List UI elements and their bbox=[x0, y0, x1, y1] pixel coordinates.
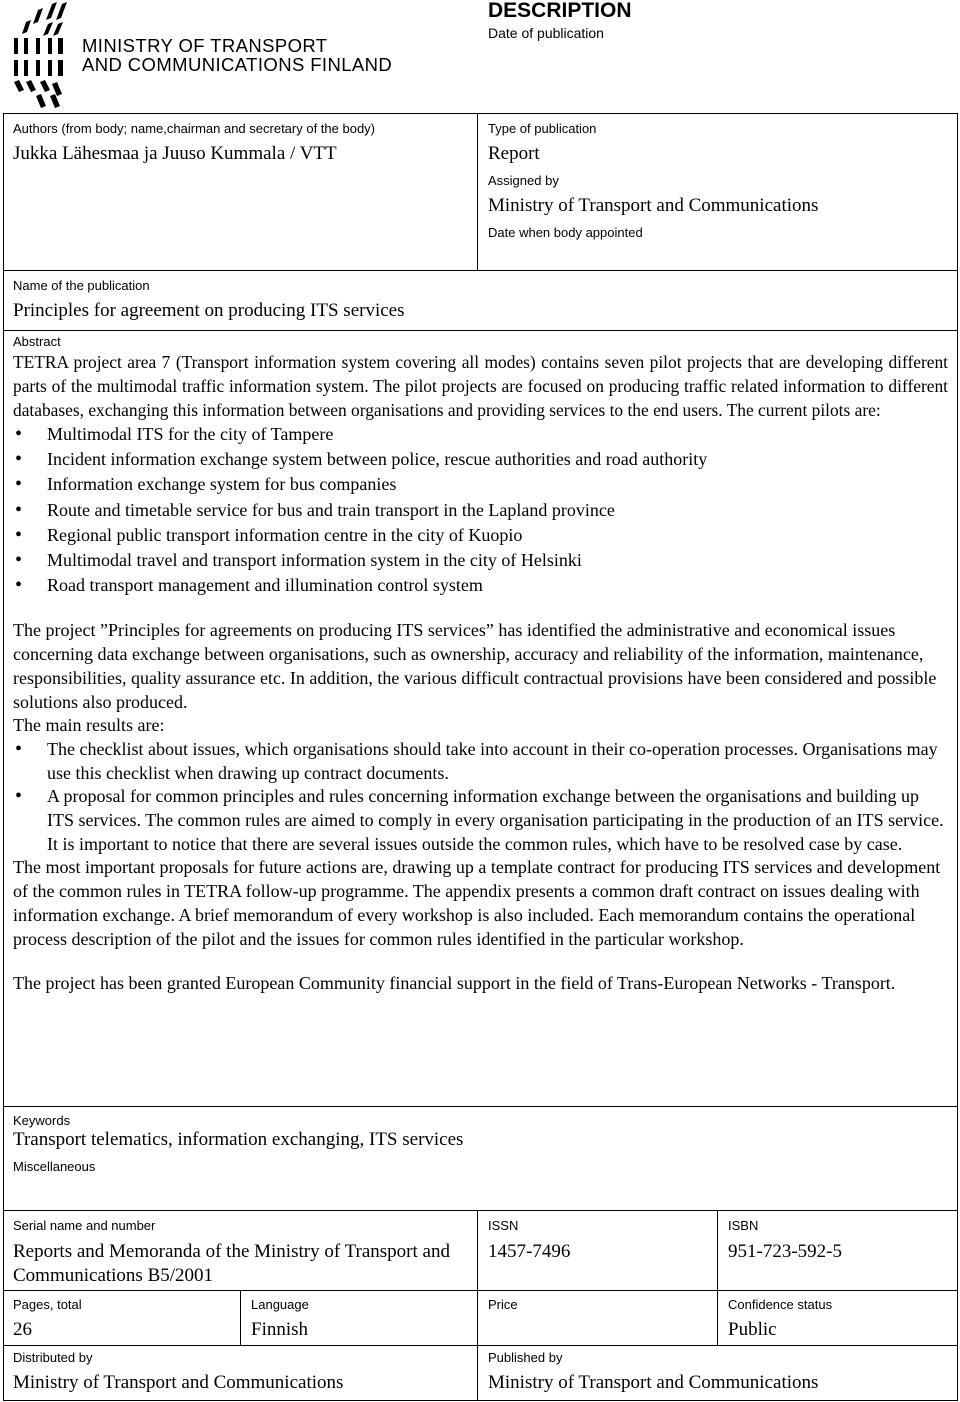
ministry-name-line1: MINISTRY OF TRANSPORT bbox=[82, 35, 328, 56]
pages-label: Pages, total bbox=[13, 1297, 82, 1312]
abstract-para4: The project has been granted European Community financial support in the field of Trans-European Networks - Transport. bbox=[13, 973, 896, 994]
date-of-publication-label: Date of publication bbox=[488, 25, 604, 41]
issn-value: 1457-7496 bbox=[488, 1241, 571, 1262]
rule-keywords bbox=[3, 1106, 958, 1107]
issn-label: ISSN bbox=[488, 1218, 519, 1233]
rule-distributed bbox=[3, 1345, 958, 1346]
price-label: Price bbox=[488, 1297, 518, 1312]
assigned-by-label: Assigned by bbox=[488, 173, 559, 188]
main-results-intro: The main results are: bbox=[13, 715, 165, 736]
list-item: • Multimodal travel and transport information system in the city of Helsinki bbox=[13, 548, 948, 573]
confidence-value: Public bbox=[728, 1319, 777, 1340]
publication-name-label: Name of the publication bbox=[13, 278, 150, 293]
type-of-publication-label: Type of publication bbox=[488, 121, 597, 136]
type-of-publication-value: Report bbox=[488, 143, 540, 164]
list-item: • Road transport management and illumination control system bbox=[13, 573, 948, 598]
abstract-body bbox=[13, 350, 948, 996]
rule-right bbox=[957, 113, 958, 1401]
list-item: • Incident information exchange system between police, rescue authorities and road authority bbox=[13, 447, 948, 472]
keywords-value: Transport telematics, information exchanging, ITS services bbox=[13, 1129, 464, 1150]
list-item: • The checklist about issues, which organisations should take into account in their co-operation processes. Organisations may use this checklist when drawing up contract documents. bbox=[13, 738, 948, 785]
abstract-label: Abstract bbox=[13, 334, 61, 349]
language-value: Finnish bbox=[251, 1319, 309, 1340]
rule-abstract bbox=[3, 330, 958, 331]
authors-label: Authors (from body; name,chairman and secretary of the body) bbox=[13, 121, 376, 136]
ministry-logo-mark bbox=[10, 2, 72, 108]
abstract-intro: TETRA project area 7 (Transport information system covering all modes) contains seven pilot projects that are developing different parts of the multimodal traffic information system. The pilot projects are focused on producing traffic related information to different databases, exchanging this information between organisations and providing services to the end users. The current pilots are: bbox=[13, 352, 948, 420]
page-title: DESCRIPTION bbox=[488, 0, 632, 22]
authors-value: Jukka Lähesmaa ja Juuso Kummala / VTT bbox=[13, 143, 337, 164]
rule-name bbox=[3, 270, 958, 271]
language-label: Language bbox=[251, 1297, 309, 1312]
date-appointed-label: Date when body appointed bbox=[488, 225, 643, 240]
ministry-name-line2: AND COMMUNICATIONS FINLAND bbox=[82, 54, 393, 75]
published-value: Ministry of Transport and Communications bbox=[488, 1372, 819, 1393]
list-item: • Regional public transport information centre in the city of Kuopio bbox=[13, 523, 948, 548]
rule-bottom bbox=[3, 1400, 958, 1401]
list-item: • Route and timetable service for bus and train transport in the Lapland province bbox=[13, 498, 948, 523]
published-label: Published by bbox=[488, 1350, 563, 1365]
rule-col-isbn bbox=[717, 1210, 718, 1345]
ministry-name bbox=[82, 36, 392, 74]
rule-serial bbox=[3, 1210, 958, 1211]
publication-name-value: Principles for agreement on producing ITS services bbox=[13, 300, 405, 321]
pilot-list bbox=[13, 422, 948, 598]
rule-mid-top bbox=[477, 113, 478, 270]
keywords-label: Keywords bbox=[13, 1113, 71, 1128]
isbn-label: ISBN bbox=[728, 1218, 759, 1233]
rule-left bbox=[3, 113, 4, 1401]
distributed-value: Ministry of Transport and Communications bbox=[13, 1372, 344, 1393]
list-item: • A proposal for common principles and rules concerning information exchange between the organisations and building up ITS services. The common rules are aimed to comply in every organisation participating in the production of an ITS service. It is important to notice that there are several issues outside the common rules, which have to be resolved case by case. bbox=[13, 785, 948, 856]
pages-value: 26 bbox=[13, 1319, 32, 1340]
list-item: • Multimodal ITS for the city of Tampere bbox=[13, 422, 948, 447]
confidence-label: Confidence status bbox=[728, 1297, 833, 1312]
rule-col-language bbox=[240, 1290, 241, 1345]
serial-value: Reports and Memoranda of the Ministry of Transport and Communications B5/2001 bbox=[13, 1241, 450, 1286]
abstract-para2: The project ”Principles for agreements on producing ITS services” has identified the administrative and economical issues concerning data exchange between organisations, such as ownership, accuracy and reliability of the information, maintenance, responsibilities, quality assurance etc. In addition, the various difficult contractual provisions have been considered and possible solutions also produced. bbox=[13, 620, 937, 712]
abstract-para3: The most important proposals for future actions are, drawing up a template contract for producing ITS services and development of the common rules in TETRA follow-up programme. The appendix presents a common draft contract on issues dealing with information exchange. A brief memorandum of every workshop is also included. Each memorandum contains the operational process description of the pilot and the issues for common rules identified in the particular workshop. bbox=[13, 857, 941, 949]
isbn-value: 951-723-592-5 bbox=[728, 1241, 842, 1262]
rule-top bbox=[3, 113, 958, 114]
rule-pages bbox=[3, 1290, 958, 1291]
serial-label: Serial name and number bbox=[13, 1218, 156, 1233]
assigned-by-value: Ministry of Transport and Communications bbox=[488, 195, 819, 216]
rule-col-issn bbox=[477, 1210, 478, 1401]
results-list bbox=[13, 738, 948, 857]
list-item: • Information exchange system for bus companies bbox=[13, 472, 948, 497]
distributed-label: Distributed by bbox=[13, 1350, 93, 1365]
miscellaneous-label: Miscellaneous bbox=[13, 1159, 96, 1174]
ministry-logo bbox=[10, 2, 72, 108]
